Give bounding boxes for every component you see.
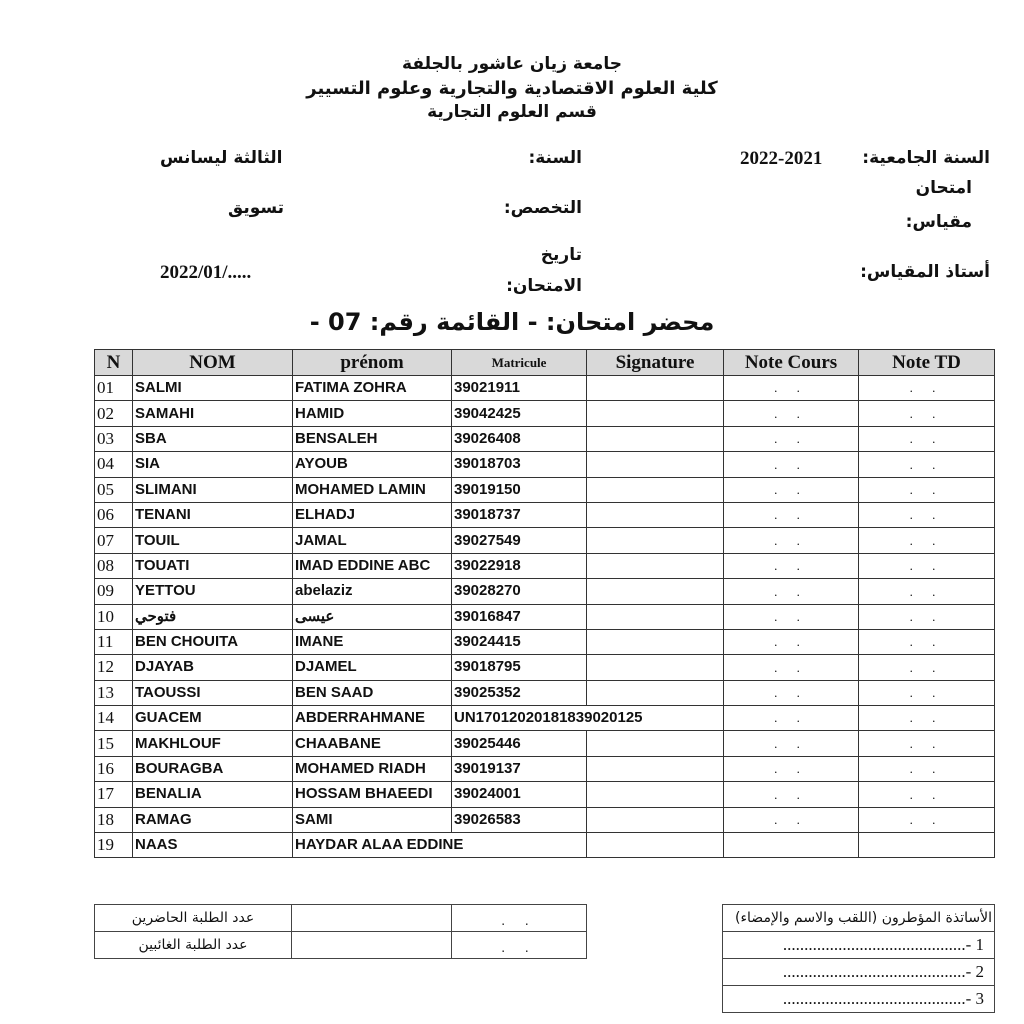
student-matricule: 39025446 (452, 731, 587, 756)
note-cours-cell[interactable]: . . (724, 655, 859, 680)
note-td-cell[interactable]: . . (859, 680, 995, 705)
student-matricule: 39042425 (452, 401, 587, 426)
note-cours-cell[interactable]: . . (724, 604, 859, 629)
row-number: 15 (95, 731, 133, 756)
note-cours-cell[interactable]: . . (724, 401, 859, 426)
academic-year-label: السنة الجامعية: (862, 148, 990, 168)
exam-subject-label-1: امتحان (915, 178, 972, 198)
student-matricule: 39019150 (452, 477, 587, 502)
student-nom: DJAYAB (133, 655, 293, 680)
note-cours-cell[interactable]: . . (724, 502, 859, 527)
row-number: 12 (95, 655, 133, 680)
present-count-value[interactable]: . . (452, 905, 587, 932)
table-row (95, 680, 995, 705)
signature-cell[interactable] (587, 528, 724, 553)
absent-count-row (95, 932, 587, 959)
student-prenom: ELHADJ (293, 502, 452, 527)
student-matricule: 39018703 (452, 452, 587, 477)
student-matricule: 39021911 (452, 376, 587, 401)
note-td-cell[interactable]: . . (859, 579, 995, 604)
col-header-signature: Signature (587, 350, 724, 376)
table-row (95, 706, 995, 731)
note-td-cell[interactable]: . . (859, 807, 995, 832)
signature-cell[interactable] (587, 807, 724, 832)
signature-cell[interactable] (587, 579, 724, 604)
signature-cell[interactable] (587, 502, 724, 527)
row-number: 09 (95, 579, 133, 604)
student-prenom: HOSSAM BHAEEDI (293, 782, 452, 807)
student-nom: GUACEM (133, 706, 293, 731)
student-prenom: MOHAMED RIADH (293, 756, 452, 781)
student-prenom: BENSALEH (293, 426, 452, 451)
student-prenom: DJAMEL (293, 655, 452, 680)
table-row (95, 376, 995, 401)
student-prenom: AYOUB (293, 452, 452, 477)
student-nom: SALMI (133, 376, 293, 401)
student-count-table (94, 904, 587, 959)
table-row (95, 629, 995, 654)
note-td-cell[interactable]: . . (859, 528, 995, 553)
table-row (95, 426, 995, 451)
signature-cell[interactable] (587, 731, 724, 756)
row-number: 19 (95, 833, 133, 858)
student-matricule: 39028270 (452, 579, 587, 604)
col-header-note-td: Note TD (859, 350, 995, 376)
note-td-cell[interactable]: . . (859, 376, 995, 401)
table-row (95, 401, 995, 426)
student-matricule: 39019137 (452, 756, 587, 781)
student-prenom: IMANE (293, 629, 452, 654)
signature-cell[interactable] (587, 680, 724, 705)
col-header-prenom: prénom (293, 350, 452, 376)
student-nom: SBA (133, 426, 293, 451)
row-number: 14 (95, 706, 133, 731)
student-nom: NAAS (133, 833, 293, 858)
note-cours-cell[interactable]: . . (724, 579, 859, 604)
row-number: 07 (95, 528, 133, 553)
note-td-cell[interactable] (859, 833, 995, 858)
attendance-table (94, 349, 995, 858)
signature-cell[interactable] (587, 452, 724, 477)
row-number: 18 (95, 807, 133, 832)
student-nom: TENANI (133, 502, 293, 527)
note-td-cell[interactable]: . . (859, 731, 995, 756)
row-number: 08 (95, 553, 133, 578)
note-cours-cell[interactable] (724, 833, 859, 858)
exam-date-label-2: الامتحان: (506, 276, 582, 296)
exam-date-value: 2022/01/..... (160, 262, 252, 283)
absent-count-value[interactable]: . . (452, 932, 587, 959)
row-number: 06 (95, 502, 133, 527)
exam-subject-label-2: مقياس: (905, 212, 972, 232)
signature-cell[interactable] (587, 401, 724, 426)
student-nom: TOUATI (133, 553, 293, 578)
student-prenom: BEN SAAD (293, 680, 452, 705)
student-nom: BOURAGBA (133, 756, 293, 781)
signature-cell[interactable] (587, 376, 724, 401)
table-row (95, 833, 995, 858)
student-nom: MAKHLOUF (133, 731, 293, 756)
present-count-label: عدد الطلبة الحاضرين (95, 905, 292, 932)
note-cours-cell[interactable]: . . (724, 426, 859, 451)
student-matricule: 39024001 (452, 782, 587, 807)
table-row (95, 502, 995, 527)
row-number: 17 (95, 782, 133, 807)
row-number: 13 (95, 680, 133, 705)
note-cours-cell[interactable]: . . (724, 376, 859, 401)
faculty-name: كلية العلوم الاقتصادية والتجارية وعلوم التسيير (306, 78, 718, 99)
note-cours-cell[interactable]: . . (724, 706, 859, 731)
row-number: 04 (95, 452, 133, 477)
university-name: جامعة زيان عاشور بالجلفة (402, 54, 622, 74)
student-nom: SAMAHI (133, 401, 293, 426)
student-nom: SLIMANI (133, 477, 293, 502)
signature-cell[interactable] (587, 477, 724, 502)
row-number: 01 (95, 376, 133, 401)
student-prenom: IMAD EDDINE ABC (293, 553, 452, 578)
note-td-cell[interactable]: . . (859, 782, 995, 807)
student-nom: RAMAG (133, 807, 293, 832)
table-row (95, 604, 995, 629)
student-matricule: 39018737 (452, 502, 587, 527)
note-cours-cell[interactable]: . . (724, 452, 859, 477)
table-row (95, 782, 995, 807)
student-nom: TOUIL (133, 528, 293, 553)
student-nom: BEN CHOUITA (133, 629, 293, 654)
professor-label: أستاذ المقياس: (860, 262, 990, 282)
specialty-value: تسويق (228, 198, 285, 218)
absent-count-label: عدد الطلبة الغائبين (95, 932, 292, 959)
student-prenom: HAYDAR ALAA EDDINE (293, 833, 587, 858)
note-td-cell[interactable]: . . (859, 553, 995, 578)
absent-count-field[interactable] (292, 932, 452, 959)
student-prenom: CHAABANE (293, 731, 452, 756)
student-nom: YETTOU (133, 579, 293, 604)
note-td-cell[interactable]: . . (859, 426, 995, 451)
note-cours-cell[interactable]: . . (724, 629, 859, 654)
row-number: 11 (95, 629, 133, 654)
table-header-row (95, 350, 995, 376)
table-row (95, 807, 995, 832)
signature-cell[interactable] (587, 756, 724, 781)
student-prenom: FATIMA ZOHRA (293, 376, 452, 401)
supervisors-header: الأساتذة المؤطرون (اللقب والاسم والإمضاء) (723, 905, 995, 932)
row-number: 03 (95, 426, 133, 451)
signature-cell[interactable] (587, 782, 724, 807)
department-name: قسم العلوم التجارية (427, 102, 597, 122)
student-matricule: 39026408 (452, 426, 587, 451)
table-row (95, 452, 995, 477)
present-count-row (95, 905, 587, 932)
signature-cell[interactable] (587, 629, 724, 654)
row-number: 10 (95, 604, 133, 629)
student-matricule: 39024415 (452, 629, 587, 654)
signature-cell[interactable] (587, 655, 724, 680)
row-number: 02 (95, 401, 133, 426)
col-header-n: N (95, 350, 133, 376)
table-row (95, 731, 995, 756)
report-title: محضر امتحان: - القائمة رقم: 07 - (309, 308, 715, 336)
note-td-cell[interactable]: . . (859, 756, 995, 781)
student-nom: TAOUSSI (133, 680, 293, 705)
note-td-cell[interactable]: . . (859, 477, 995, 502)
student-prenom: SAMI (293, 807, 452, 832)
signature-cell[interactable] (587, 426, 724, 451)
student-matricule: 39022918 (452, 553, 587, 578)
student-prenom: عيسى (293, 604, 452, 629)
note-td-cell[interactable]: . . (859, 655, 995, 680)
table-row (95, 528, 995, 553)
student-matricule: UN17012020181839020125 (452, 706, 724, 731)
student-matricule: 39016847 (452, 604, 587, 629)
note-td-cell[interactable]: . . (859, 706, 995, 731)
supervisor-line-1[interactable]: 1 -........................................... (723, 932, 995, 959)
row-number: 05 (95, 477, 133, 502)
student-prenom: MOHAMED LAMIN (293, 477, 452, 502)
student-nom: BENALIA (133, 782, 293, 807)
note-td-cell[interactable]: . . (859, 604, 995, 629)
year-label: السنة: (528, 148, 582, 168)
signature-cell[interactable] (587, 833, 724, 858)
col-header-matricule: Matricule (452, 350, 587, 376)
table-row (95, 553, 995, 578)
note-cours-cell[interactable]: . . (724, 731, 859, 756)
student-matricule: 39026583 (452, 807, 587, 832)
student-prenom: JAMAL (293, 528, 452, 553)
note-cours-cell[interactable]: . . (724, 528, 859, 553)
note-td-cell[interactable]: . . (859, 401, 995, 426)
row-number: 16 (95, 756, 133, 781)
student-nom: فتوحي (133, 604, 293, 629)
supervisor-line-2[interactable]: 2 -........................................... (723, 959, 995, 986)
table-row (95, 477, 995, 502)
note-cours-cell[interactable]: . . (724, 807, 859, 832)
col-header-note-cours: Note Cours (724, 350, 859, 376)
student-prenom: ABDERRAHMANE (293, 706, 452, 731)
supervisor-line-3[interactable]: 3 -........................................... (723, 986, 995, 1013)
note-cours-cell[interactable]: . . (724, 477, 859, 502)
student-prenom: HAMID (293, 401, 452, 426)
year-value: الثالثة ليسانس (160, 148, 283, 168)
col-header-nom: NOM (133, 350, 293, 376)
note-td-cell[interactable]: . . (859, 452, 995, 477)
note-cours-cell[interactable]: . . (724, 553, 859, 578)
table-row (95, 756, 995, 781)
specialty-label: التخصص: (503, 198, 582, 218)
student-prenom: abelaziz (293, 579, 452, 604)
student-nom: SIA (133, 452, 293, 477)
note-cours-cell[interactable]: . . (724, 782, 859, 807)
note-td-cell[interactable]: . . (859, 629, 995, 654)
student-matricule: 39025352 (452, 680, 587, 705)
table-row (95, 655, 995, 680)
student-matricule: 39018795 (452, 655, 587, 680)
exam-date-label-1: تاريخ (540, 245, 582, 265)
note-td-cell[interactable]: . . (859, 502, 995, 527)
signature-cell[interactable] (587, 553, 724, 578)
table-row (95, 579, 995, 604)
student-matricule: 39027549 (452, 528, 587, 553)
supervisors-table (722, 904, 995, 1013)
note-cours-cell[interactable]: . . (724, 680, 859, 705)
present-count-field[interactable] (292, 905, 452, 932)
academic-year-value: 2022-2021 (740, 148, 823, 169)
note-cours-cell[interactable]: . . (724, 756, 859, 781)
signature-cell[interactable] (587, 604, 724, 629)
